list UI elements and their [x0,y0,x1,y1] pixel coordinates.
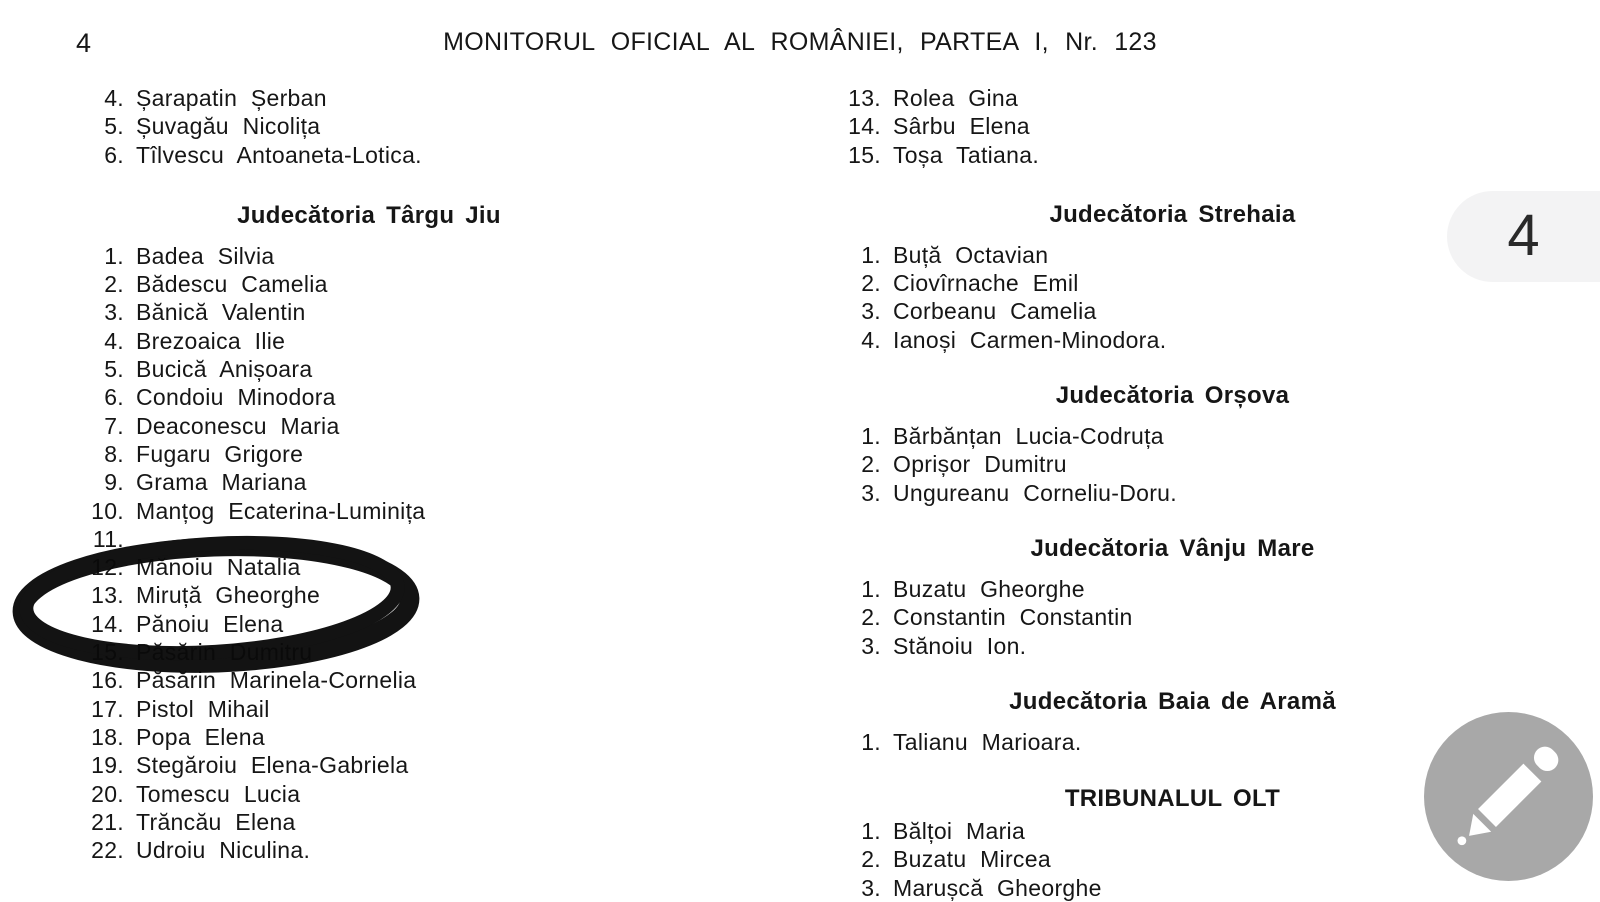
list-item [88,383,560,411]
list-item-number: 14. [848,113,881,140]
list-item-number: 2. [861,270,881,297]
list-item-number: 13. [848,85,881,111]
list-item-number: 18. [91,723,124,750]
list-item-number: 3. [861,874,881,901]
list-item-name: Popa Elena [136,723,265,750]
section-vanju-mare [845,534,1410,660]
list-item-number: 6. [104,384,124,411]
list-item-name: Badea Silvia [136,242,275,269]
list-item-number: 1. [861,423,881,450]
list-item-number: 1. [861,575,881,602]
list-item-number: 2. [861,451,881,478]
list-item [845,241,1410,269]
list-item-number: 2. [861,604,881,631]
list-item [845,112,1410,140]
list-item-number: 2. [104,271,124,298]
list-item-name: Pănoiu Elena [136,610,284,637]
list-item-name: Grama Mariana [136,469,307,496]
left-column [88,84,560,864]
list-item [845,845,1410,873]
list-item-number: 2. [861,846,881,873]
list-item-name: Păsărin Marinela-Cornelia [136,667,417,694]
list-item-name: Talianu Marioara. [893,728,1082,755]
list-item-name: Păsărin Dumitru [136,639,313,666]
list-item-name: Ianoși Carmen-Minodora. [893,326,1167,353]
list-item-name: Fugaru Grigore [136,440,304,467]
list-item [88,242,560,270]
list-item-name: Buță Octavian [893,241,1049,268]
section-strehaia-previous-continuation [845,84,1410,169]
list-item-number: 5. [104,113,124,140]
list-item-number: 9. [104,469,124,496]
list-item-number: 1. [861,818,881,845]
list-item-name: Bălțoi Maria [893,818,1026,845]
list-item-name: Buzatu Gheorghe [893,575,1085,602]
list-item-name: Buzatu Mircea [893,846,1051,873]
list-item-name: Ciovîrnache Emil [893,270,1079,297]
list-item-number: 19. [91,752,124,779]
list-item [88,751,560,779]
list-item-number: 5. [104,356,124,383]
list-item-number: 14. [91,610,124,637]
list-item-number: 4. [861,326,881,353]
page-title: MONITORUL OFICIAL AL ROMÂNIEI, PARTEA I, Nr. 123 [443,28,1157,56]
list-item-number: 21. [91,808,124,835]
section-heading: Judecătoria Târgu Jiu [237,201,501,229]
section-heading: Judecătoria Baia de Aramă [1009,687,1336,715]
section-baia-de-arama [845,687,1410,756]
list-item-number: 17. [91,695,124,722]
right-column [845,84,1410,902]
list-item [88,638,560,666]
list-item-name: Bucică Anișoara [136,356,313,383]
list-item-name: Oprișor Dumitru [893,451,1067,478]
section-tribunalul-olt [845,784,1410,902]
list-item [845,422,1410,450]
list-item-number: 12. [91,554,124,581]
list-item [88,412,560,440]
section-heading: Judecătoria Orșova [1055,382,1290,410]
list-item-name: Deaconescu Maria [136,412,340,439]
list-item-name: Condoiu Minodora [136,384,336,411]
section-heading: Judecătoria Strehaia [1049,200,1296,228]
list-item-name: Ungureanu Corneliu-Doru. [893,479,1177,506]
list-item [845,84,1410,112]
list-item [845,297,1410,325]
page-indicator-tab: 4 [1447,191,1600,282]
list-item-name: Stănoiu Ion. [893,632,1027,659]
list-item-name: Bădescu Camelia [136,271,328,298]
list-item [88,84,560,112]
list-item [88,780,560,808]
list-item-number: 3. [861,479,881,506]
section-strehaia [845,200,1410,354]
list-item [845,479,1410,507]
list-item [845,269,1410,297]
list-item-name: Udroiu Niculina. [136,837,311,864]
list-item-name: Marușcă Gheorghe [893,874,1102,901]
section-orsova [845,381,1410,507]
list-item-name: Manțog Ecaterina-Luminița [136,497,426,524]
list-item-number: 1. [861,728,881,755]
edit-fab-button[interactable] [1424,712,1593,881]
list-item-number: 11. [92,525,124,552]
list-item-name: Corbeanu Camelia [893,298,1097,325]
list-item [845,817,1410,845]
list-item [845,575,1410,603]
list-item [88,836,560,864]
list-item [88,112,560,140]
list-item [845,632,1410,660]
list-item-name: Bănică Valentin [136,299,306,326]
list-item-name: Toșa Tatiana. [893,141,1040,168]
list-item [88,141,560,169]
list-item-number: 20. [91,780,124,807]
list-item-name: Brezoaica Ilie [136,327,286,354]
list-item-name: Mănoiu Natalia [136,554,301,581]
list-item [88,723,560,751]
list-item-name: Sârbu Elena [893,113,1030,140]
list-item-number: 16. [91,667,124,694]
list-item-number: 15. [91,639,124,666]
list-item-number: 1. [861,241,881,268]
list-item [88,610,560,638]
list-item-number: 15. [848,141,881,168]
list-item [845,326,1410,354]
page-number: 4 [76,28,92,58]
list-item-name: Bărbănțan Lucia-Codruța [893,423,1164,450]
list-item-name: Constantin Constantin [893,604,1133,631]
list-item [88,808,560,836]
list-item [88,327,560,355]
list-item-name: Stegăroiu Elena-Gabriela [136,752,409,779]
list-item [88,553,560,581]
section-heading: TRIBUNALUL OLT [1064,785,1281,813]
list-item-number: 13. [91,582,124,609]
list-item [88,440,560,468]
list-item [845,874,1410,902]
list-item-number: 6. [104,141,124,168]
list-item [845,728,1410,756]
list-item [88,298,560,326]
list-item [845,603,1410,631]
list-item-number: 22. [91,837,124,864]
section-targu-jiu [88,201,560,865]
list-item-number: 3. [861,298,881,325]
list-item-number: 8. [104,440,124,467]
pencil-icon [1424,712,1593,881]
list-item [88,581,560,609]
list-item [845,141,1410,169]
list-item-name: Trăncău Elena [136,808,296,835]
list-item-name: Tomescu Lucia [136,780,301,807]
list-item-number: 3. [104,299,124,326]
list-item-number: 3. [861,632,881,659]
section-heading: Judecătoria Vânju Mare [1030,534,1315,562]
list-item-name: Șuvagău Nicolița [136,113,321,140]
list-item-name: Tîlvescu Antoaneta-Lotica. [136,141,422,168]
list-item-number: 7. [104,412,124,439]
list-item [88,270,560,298]
list-item-number: 10. [91,497,124,524]
list-item [88,468,560,496]
list-item [88,695,560,723]
list-item [88,525,560,553]
list-item-name: Șarapatin Șerban [136,85,327,111]
list-item [88,666,560,694]
list-item-number: 4. [104,85,124,111]
list-item [88,355,560,383]
list-item-name: Pistol Mihail [136,695,270,722]
section-targu-jiu-continuation [88,84,560,169]
list-item-number: 1. [104,242,124,269]
list-item-number: 4. [104,327,124,354]
list-item-name: Rolea Gina [893,85,1019,111]
list-item [845,450,1410,478]
list-item-name: Miruță Gheorghe [136,582,321,609]
list-item [88,497,560,525]
